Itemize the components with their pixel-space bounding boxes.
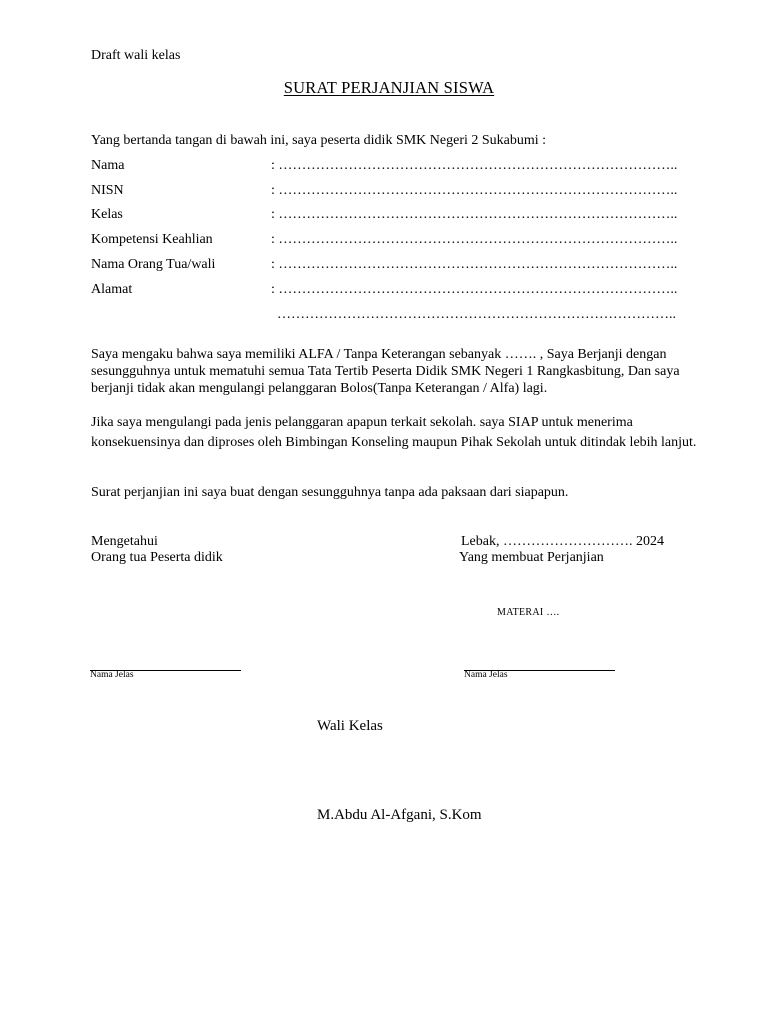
sig-place-date: Lebak, ………………………. 2024	[461, 534, 664, 549]
paragraph-consequence	[91, 414, 697, 451]
paragraph-line: sesungguhnya untuk mematuhi semua Tata Tertib Peserta Didik SMK Negeri 1 Rangkasbitung, Dan saya	[91, 364, 680, 379]
field-label-orang-tua: Nama Orang Tua/wali	[91, 257, 216, 272]
paragraph-admission	[91, 346, 691, 397]
field-value-nisn: : …………………………………………………………………………..	[271, 183, 678, 198]
wali-kelas-name: M.Abdu Al-Afgani, S.Kom	[317, 807, 482, 823]
sig-right-line2: Yang membuat Perjanjian	[459, 550, 604, 565]
paragraph-line: Saya mengaku bahwa saya memiliki ALFA / Tanpa Keterangan sebanyak ……. , Saya Berjanji dengan	[91, 347, 667, 362]
field-value-alamat: : …………………………………………………………………………..	[271, 282, 678, 297]
intro-text: Yang bertanda tangan di bawah ini, saya peserta didik SMK Negeri 2 Sukabumi :	[91, 133, 547, 148]
document-title: SURAT PERJANJIAN SISWA	[283, 78, 495, 97]
field-label-nama: Nama	[91, 158, 125, 173]
paragraph-line: Jika saya mengulangi pada jenis pelanggaran apapun terkait sekolah. saya SIAP untuk menerima	[91, 415, 633, 430]
field-label-kompetensi: Kompetensi Keahlian	[91, 232, 213, 247]
paragraph-line: berjanji tidak akan mengulangi pelanggaran Bolos(Tanpa Keterangan / Alfa) lagi.	[91, 381, 548, 396]
draft-label: Draft wali kelas	[91, 48, 181, 63]
name-label-right: Nama Jelas	[464, 670, 508, 680]
wali-kelas-label: Wali Kelas	[317, 718, 383, 734]
paragraph-line: konsekuensinya dan diproses oleh Bimbingan Konseling maupun Pihak Sekolah untuk ditindak lebih lanjut.	[91, 435, 697, 450]
paragraph-statement: Surat perjanjian ini saya buat dengan sesungguhnya tanpa ada paksaan dari siapapun.	[91, 485, 569, 500]
field-label-kelas: Kelas	[91, 207, 123, 222]
materai-label: MATERAI ….	[497, 607, 560, 618]
field-value-alamat-continued: …………………………………………………………………………..	[277, 307, 676, 322]
field-label-nisn: NISN	[91, 183, 124, 198]
field-value-kompetensi: : …………………………………………………………………………..	[271, 232, 678, 247]
sig-left-line1: Mengetahui	[91, 534, 158, 549]
field-value-nama: : …………………………………………………………………………..	[271, 158, 678, 173]
field-value-orang-tua: : …………………………………………………………………………..	[271, 257, 678, 272]
name-label-left: Nama Jelas	[90, 670, 134, 680]
field-value-kelas: : …………………………………………………………………………..	[271, 207, 678, 222]
sig-left-line2: Orang tua Peserta didik	[91, 550, 223, 565]
field-label-alamat: Alamat	[91, 282, 133, 297]
